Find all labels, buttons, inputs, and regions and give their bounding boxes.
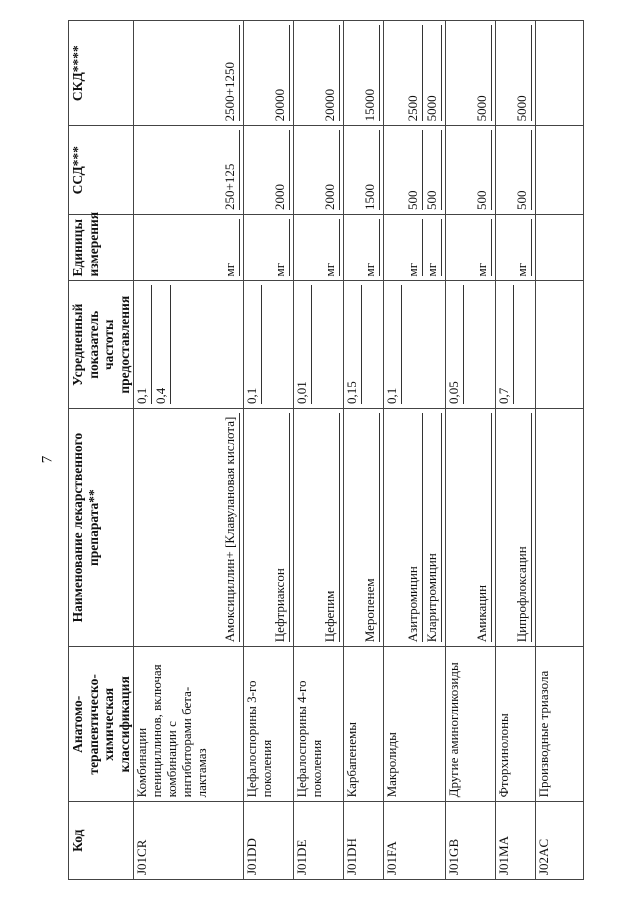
cell-unit [344, 215, 384, 282]
cell-ssd [384, 126, 446, 215]
cell-atc: Макролиды [384, 647, 446, 802]
freq-value: 0,15 [345, 286, 362, 404]
drug-name: Амикацин [475, 413, 492, 642]
cell-unit [244, 215, 294, 282]
table-row [496, 21, 536, 880]
cell-skd [134, 21, 244, 126]
skd-value: 15000 [363, 25, 380, 121]
table-row [384, 21, 446, 880]
skd-value: 20000 [273, 25, 290, 121]
cell-code: J01MA [496, 802, 536, 880]
cell-code: J01DD [244, 802, 294, 880]
freq-value: 0,4 [154, 286, 171, 404]
table-row [134, 21, 244, 880]
header-freq: Усредненный показатель частоты предоставления [69, 281, 134, 408]
cell-drug [134, 408, 244, 646]
drug-name: Цефепим [323, 413, 340, 642]
unit-value: мг [223, 219, 240, 277]
cell-code: J01GB [446, 802, 496, 880]
unit-value: мг [273, 219, 290, 277]
cell-atc: Карбапенемы [344, 647, 384, 802]
cell-atc: Цефалоспорины 4-го поколения [294, 647, 344, 802]
freq-value: 0,1 [245, 286, 262, 404]
table-row [446, 21, 496, 880]
drug-name: Азитромицин [406, 413, 423, 642]
ssd-value: 2000 [323, 130, 340, 210]
unit-value: мг [363, 219, 380, 277]
cell-ssd [446, 126, 496, 215]
header-drug: Наименование лекарственного препарата** [69, 408, 134, 646]
header-skd: СКД**** [69, 21, 134, 126]
skd-value: 2500+1250 [223, 25, 240, 121]
cell-code: J01DH [344, 802, 384, 880]
cell-skd [536, 21, 584, 126]
cell-freq [244, 281, 294, 408]
cell-unit [536, 215, 584, 282]
cell-atc: Другие аминогликозиды [446, 647, 496, 802]
cell-skd [294, 21, 344, 126]
cell-ssd [496, 126, 536, 215]
freq-value: 0,7 [497, 286, 514, 404]
cell-freq [344, 281, 384, 408]
cell-drug [496, 408, 536, 646]
table-row [536, 21, 584, 880]
freq-value: 0,1 [135, 286, 152, 404]
cell-skd [384, 21, 446, 126]
ssd-value: 250+125 [223, 130, 240, 210]
cell-skd [344, 21, 384, 126]
cell-drug [294, 408, 344, 646]
cell-atc: Производные триазола [536, 647, 584, 802]
cell-freq [496, 281, 536, 408]
skd-value: 5000 [425, 25, 442, 121]
header-row [69, 21, 134, 880]
freq-value: 0,05 [447, 286, 464, 404]
header-code: Код [69, 802, 134, 880]
cell-code: J01CR [134, 802, 244, 880]
drug-name: Амоксициллин+ [Клавулановая кислота] [223, 413, 240, 642]
cell-atc: Цефалоспорины 3-го поколения [244, 647, 294, 802]
cell-atc: Фторхинолоны [496, 647, 536, 802]
cell-ssd [344, 126, 384, 215]
cell-ssd [134, 126, 244, 215]
cell-freq [536, 281, 584, 408]
skd-value: 5000 [475, 25, 492, 121]
rotated-table-container [68, 20, 640, 880]
ssd-value: 500 [406, 130, 423, 210]
ssd-value: 2000 [273, 130, 290, 210]
cell-unit [446, 215, 496, 282]
header-unit: Единицы измерения [69, 215, 134, 282]
cell-freq [446, 281, 496, 408]
unit-value: мг [406, 219, 423, 277]
page-number: 7 [39, 455, 56, 464]
header-ssd: ССД*** [69, 126, 134, 215]
cell-drug [344, 408, 384, 646]
cell-freq [134, 281, 244, 408]
drug-name: Меропенем [363, 413, 380, 642]
cell-skd [496, 21, 536, 126]
freq-value: 0,1 [385, 286, 402, 404]
table-row [244, 21, 294, 880]
skd-value: 2500 [406, 25, 423, 121]
cell-ssd [294, 126, 344, 215]
ssd-value: 500 [425, 130, 442, 210]
cell-code: J01DE [294, 802, 344, 880]
cell-drug [446, 408, 496, 646]
skd-value: 5000 [515, 25, 532, 121]
cell-unit [134, 215, 244, 282]
table-row [294, 21, 344, 880]
cell-ssd [536, 126, 584, 215]
cell-unit [496, 215, 536, 282]
cell-unit [294, 215, 344, 282]
unit-value: мг [515, 219, 532, 277]
table-body [134, 21, 584, 880]
cell-code: J01FA [384, 802, 446, 880]
cell-drug [384, 408, 446, 646]
freq-value: 0,01 [295, 286, 312, 404]
cell-freq [294, 281, 344, 408]
unit-value: мг [323, 219, 340, 277]
table-row [344, 21, 384, 880]
skd-value: 20000 [323, 25, 340, 121]
cell-drug [536, 408, 584, 646]
unit-value: мг [475, 219, 492, 277]
drug-name: Цефтриаксон [273, 413, 290, 642]
drug-table [68, 20, 584, 880]
cell-ssd [244, 126, 294, 215]
ssd-value: 500 [515, 130, 532, 210]
cell-code: J02AC [536, 802, 584, 880]
cell-unit [384, 215, 446, 282]
cell-skd [244, 21, 294, 126]
cell-freq [384, 281, 446, 408]
ssd-value: 500 [475, 130, 492, 210]
cell-atc: Комбинации пенициллинов, включая комбинации с ингибиторами бета-лактамаз [134, 647, 244, 802]
ssd-value: 1500 [363, 130, 380, 210]
drug-name: Ципрофлоксацин [515, 413, 532, 642]
drug-name: Кларитромицин [425, 413, 442, 642]
cell-drug [244, 408, 294, 646]
header-atc: Анатомо-терапевтическо-химическая классификация [69, 647, 134, 802]
unit-value: мг [425, 219, 442, 277]
cell-skd [446, 21, 496, 126]
